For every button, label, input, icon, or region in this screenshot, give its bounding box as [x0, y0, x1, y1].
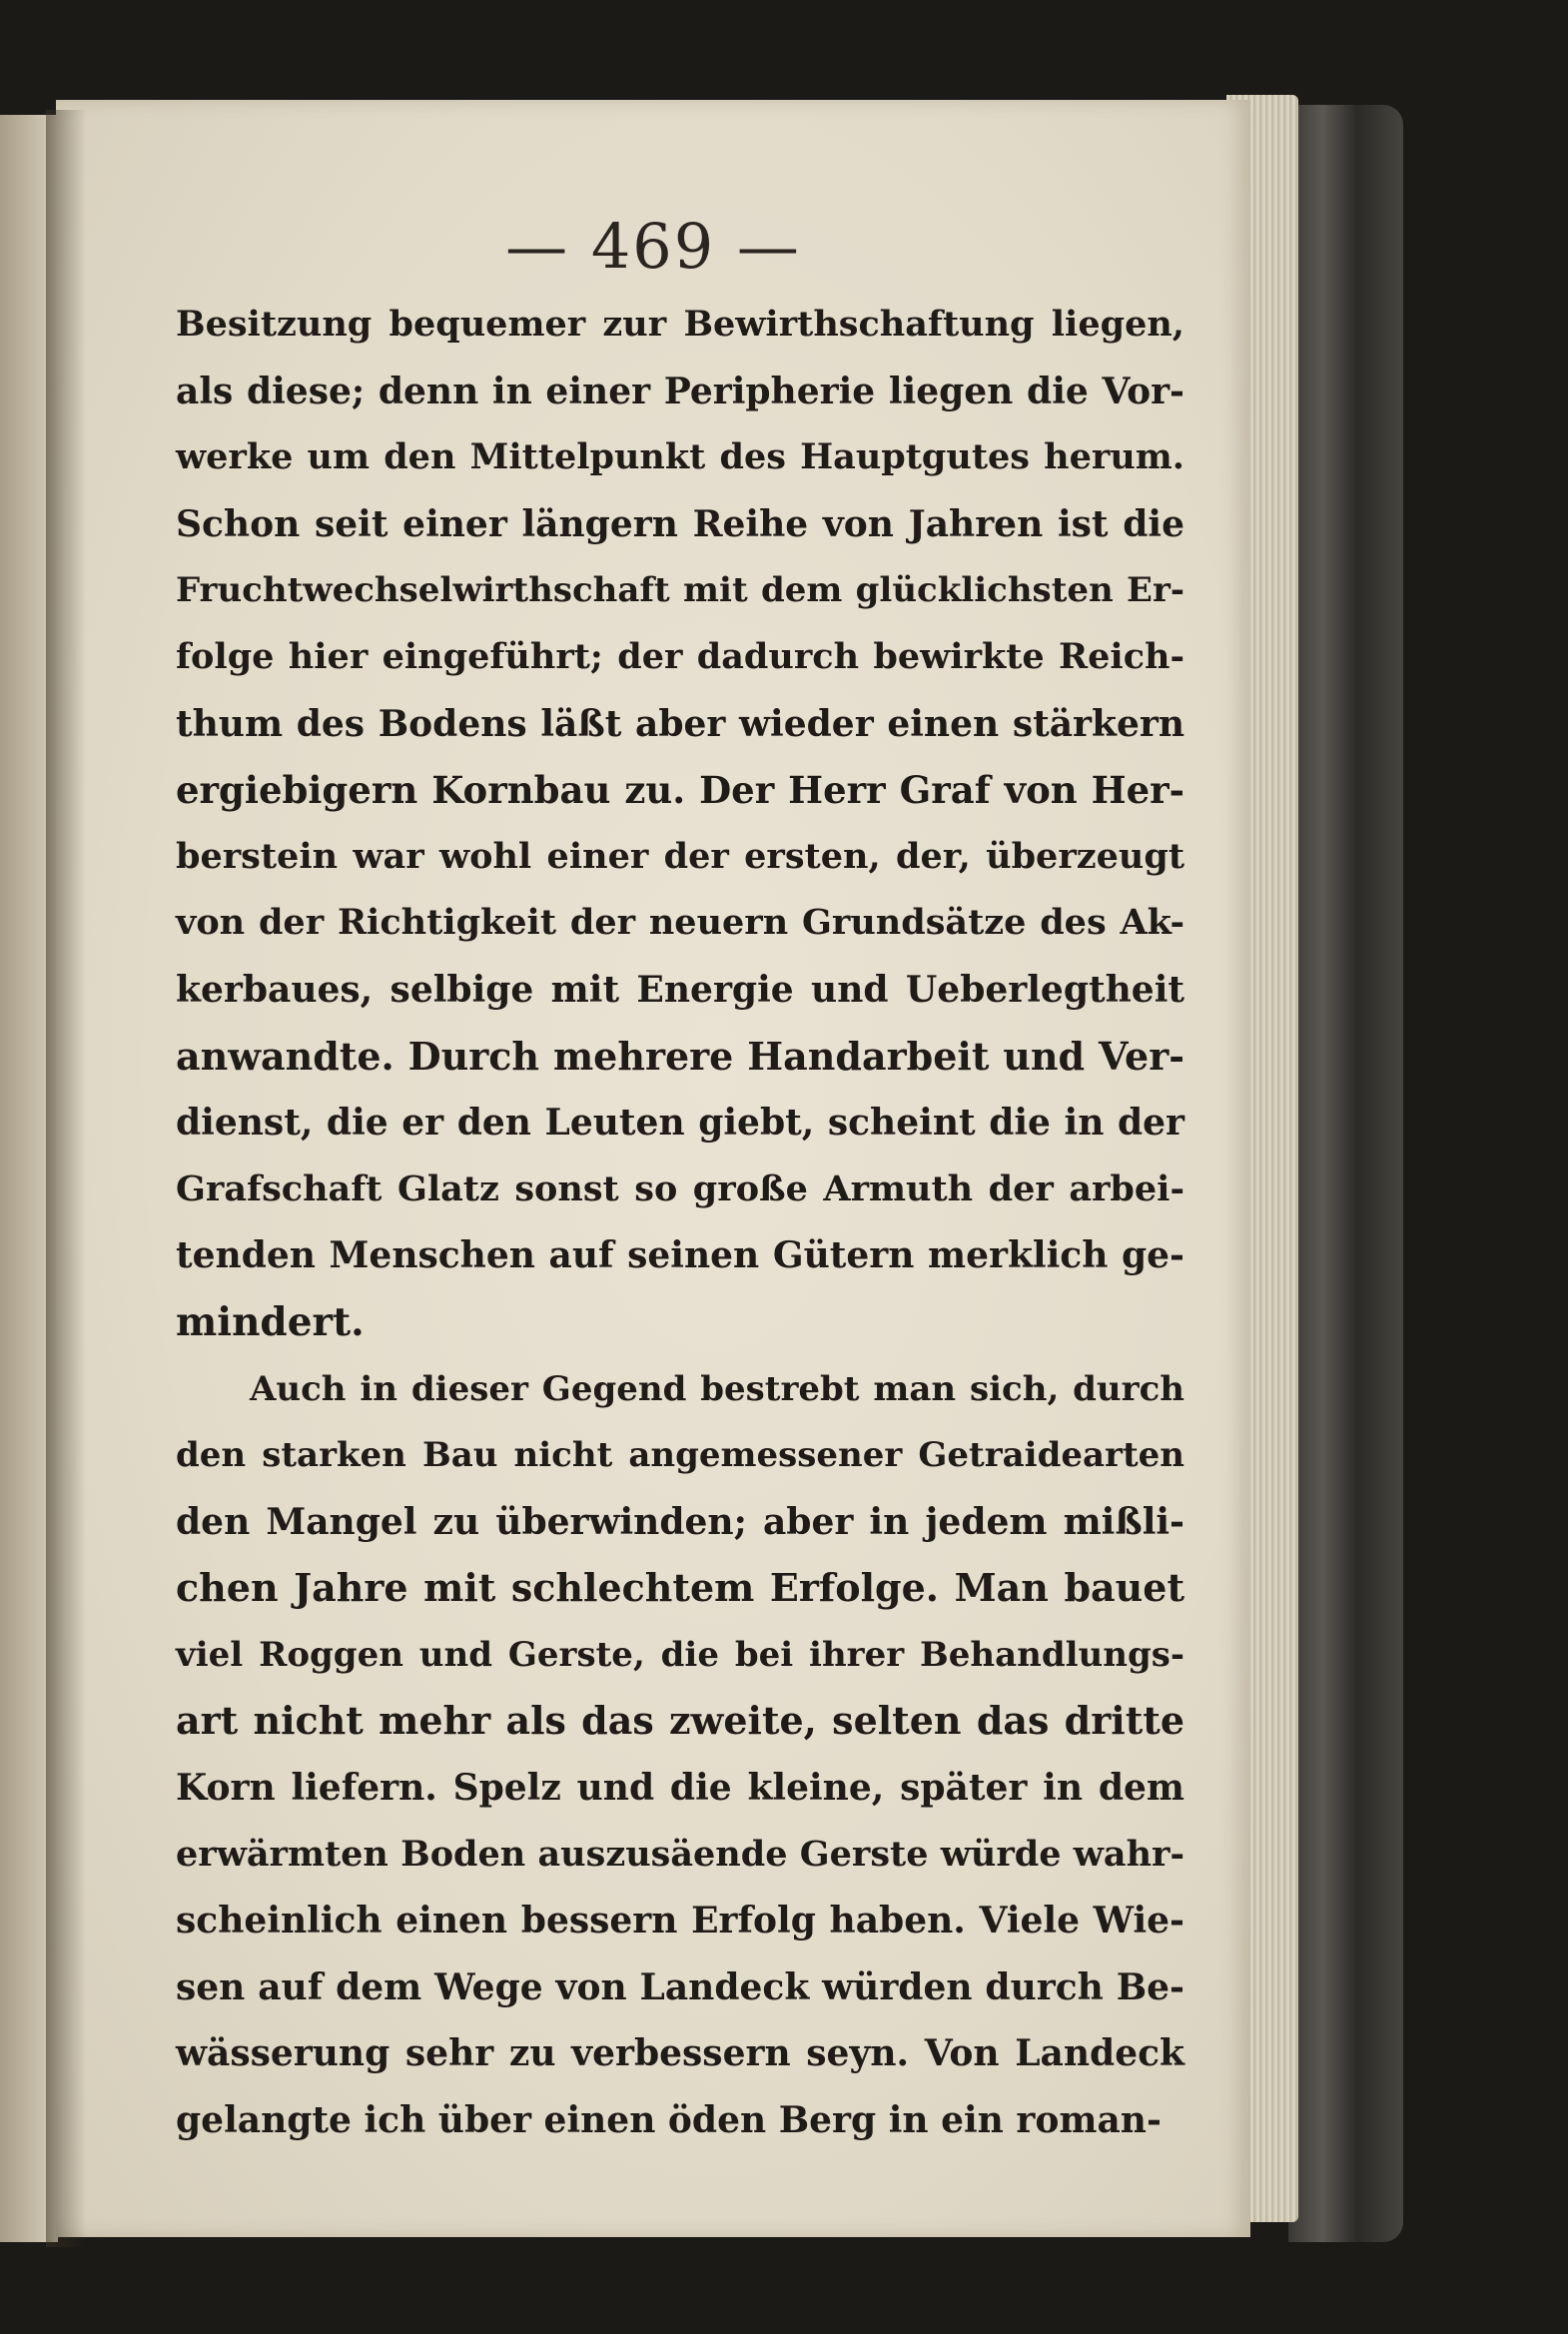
text-line: mindert.: [176, 1298, 365, 1345]
book-page: [56, 100, 1250, 2237]
text-line: den starken Bau nicht angemessener Getraidearten: [176, 1435, 1184, 1476]
text-line: ergiebigern Kornbau zu. Der Herr Graf von Her-: [176, 768, 1184, 813]
text-line: Schon seit einer längern Reihe von Jahren ist die: [176, 502, 1184, 545]
text-line: sen auf dem Wege von Landeck würden durch Be-: [176, 1965, 1184, 2008]
text-line: tenden Menschen auf seinen Gütern merklich ge-: [176, 1234, 1184, 1277]
paragraph: [176, 292, 1184, 1356]
text-line: anwandte. Durch mehrere Handarbeit und Ver-: [176, 1033, 1184, 1079]
text-line: gelangte ich über einen öden Berg in ein roman-: [176, 2099, 1162, 2142]
text-line: chen Jahre mit schlechtem Erfolge. Man bauet: [176, 1565, 1184, 1611]
page-number: — 469 —: [505, 210, 801, 283]
text-line: folge hier eingeführt; der dadurch bewirkte Reich-: [176, 635, 1184, 677]
text-line: von der Richtigkeit der neuern Grundsätze des Ak-: [176, 902, 1184, 944]
text-line: den Mangel zu überwinden; aber in jedem mißli-: [176, 1500, 1184, 1543]
text-line: Besitzung bequemer zur Bewirthschaftung liegen,: [176, 304, 1184, 345]
text-line: erwärmten Boden auszusäende Gerste würde wahr-: [176, 1833, 1184, 1875]
text-line: wässerung sehr zu verbessern seyn. Von Landeck: [176, 2032, 1184, 2075]
paragraph: [176, 1356, 1184, 2154]
text-line: Fruchtwechselwirthschaft mit dem glücklichsten Er-: [176, 570, 1184, 611]
text-line: scheinlich einen bessern Erfolg haben. Viele Wie-: [176, 1900, 1184, 1943]
text-line: werke um den Mittelpunkt des Hauptgutes herum.: [176, 436, 1184, 478]
text-line: art nicht mehr als das zweite, selten das dritte: [176, 1698, 1184, 1744]
text-line: Korn liefern. Spelz und die kleine, später in dem: [176, 1767, 1184, 1810]
text-line: berstein war wohl einer der ersten, der, überzeugt: [176, 835, 1184, 877]
text-line: viel Roggen und Gerste, die bei ihrer Behandlungs-: [176, 1634, 1184, 1675]
page-text: [176, 292, 1184, 2154]
text-line: Auch in dieser Gegend bestrebt man sich, durch: [250, 1368, 1184, 1409]
text-line: kerbaues, selbige mit Energie und Ueberlegtheit: [176, 968, 1184, 1011]
text-line: Grafschaft Glatz sonst so große Armuth der arbei-: [176, 1167, 1184, 1209]
gutter-shadow: [46, 110, 86, 2247]
text-line: als diese; denn in einer Peripherie liegen die Vor-: [176, 370, 1184, 412]
text-line: thum des Bodens läßt aber wieder einen stärkern: [176, 702, 1184, 745]
text-line: dienst, die er den Leuten giebt, scheint die in der: [176, 1102, 1184, 1145]
book-cover-edge: [1288, 105, 1403, 2242]
